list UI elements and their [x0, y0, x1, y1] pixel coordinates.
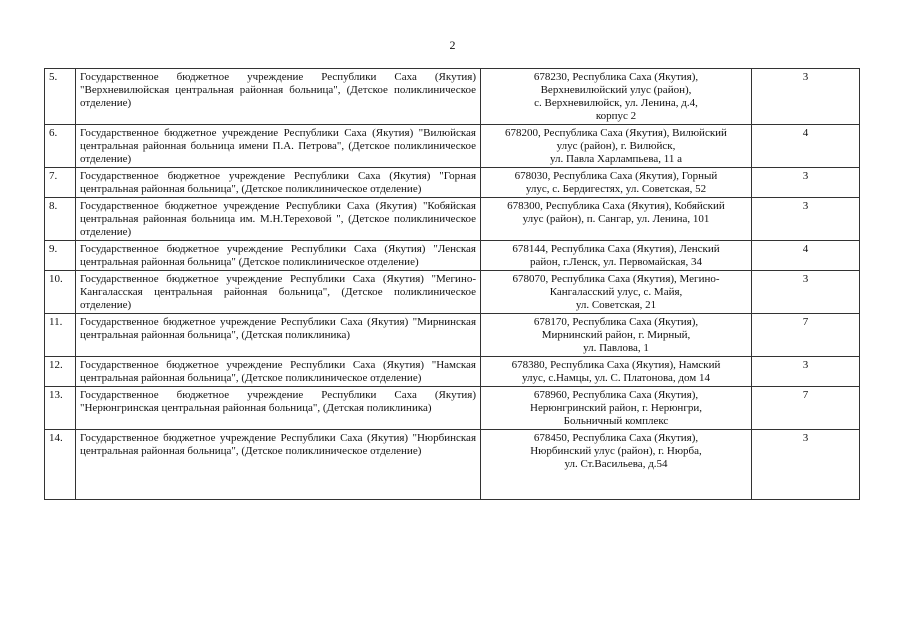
address-line: Кангаласский улус, с. Майя, [549, 286, 683, 298]
row-number: 11. [45, 314, 76, 357]
row-number: 7. [45, 168, 76, 198]
institution-name: Государственное бюджетное учреждение Республики Саха (Якутия) "Верхневилюйская центральная районная больница", (Детское поликлиническое отделение) [76, 69, 481, 125]
address-line: 678450, Республика Саха (Якутия), [533, 432, 699, 444]
table-row [45, 430, 860, 500]
count-value: 4 [752, 241, 860, 271]
count-value: 3 [752, 271, 860, 314]
institution-name: Государственное бюджетное учреждение Республики Саха (Якутия) "Ленская центральная районная больница" (Детское поликлиническое отделение) [76, 241, 481, 271]
row-number: 12. [45, 357, 76, 387]
row-number: 14. [45, 430, 76, 500]
row-number: 8. [45, 198, 76, 241]
count-value: 3 [752, 198, 860, 241]
institution-name: Государственное бюджетное учреждение Республики Саха (Якутия) "Вилюйская центральная районная больница имени П.А. Петрова", (Детское поликлиническое отделение) [76, 125, 481, 168]
count-value: 7 [752, 314, 860, 357]
address-line: Больничный комплекс [563, 415, 669, 427]
address-line: 678200, Республика Саха (Якутия), Вилюйский [505, 127, 727, 139]
address-line: улус (район), п. Сангар, ул. Ленина, 101 [522, 213, 710, 225]
institution-address [481, 198, 752, 241]
table-row [45, 314, 860, 357]
institution-name: Государственное бюджетное учреждение Республики Саха (Якутия) "Нерюнгринская центральная районная больница", (Детская поликлиника) [76, 387, 481, 430]
institution-name: Государственное бюджетное учреждение Республики Саха (Якутия) "Намская центральная районная больница", (Детское поликлиническое отделение) [76, 357, 481, 387]
address-line: улус (район), г. Вилюйск, [556, 140, 676, 152]
address-line: корпус 2 [595, 110, 637, 122]
count-value: 3 [752, 168, 860, 198]
institution-address [481, 69, 752, 125]
address-line: 678380, Республика Саха (Якутия), Намский [511, 359, 721, 371]
institution-name: Государственное бюджетное учреждение Республики Саха (Якутия) "Мегино-Кангаласская центральная районная больница", (Детское поликлиническое отделение) [76, 271, 481, 314]
row-number: 13. [45, 387, 76, 430]
institution-name: Государственное бюджетное учреждение Республики Саха (Якутия) "Горная центральная районная больница", (Детское поликлиническое отделение) [76, 168, 481, 198]
address-line: улус, с.Намцы, ул. С. Платонова, дом 14 [521, 372, 711, 384]
table-row [45, 241, 860, 271]
institutions-table [44, 68, 860, 500]
institution-address [481, 271, 752, 314]
row-number: 6. [45, 125, 76, 168]
institution-address [481, 241, 752, 271]
table-row [45, 387, 860, 430]
institution-name: Государственное бюджетное учреждение Республики Саха (Якутия) "Нюрбинская центральная районная больница", (Детское поликлиническое отделение) [76, 430, 481, 500]
address-line: ул. Павлова, 1 [583, 342, 649, 354]
address-line: район, г.Ленск, ул. Первомайская, 34 [530, 256, 702, 268]
row-number: 5. [45, 69, 76, 125]
row-number: 9. [45, 241, 76, 271]
address-line: 678144, Республика Саха (Якутия), Ленский [512, 243, 720, 255]
institution-name: Государственное бюджетное учреждение Республики Саха (Якутия) "Кобяйская центральная районная больница им. М.Н.Тереховой ", (Детское поликлиническое отделение) [76, 198, 481, 241]
address-line: с. Верхневилюйск, ул. Ленина, д.4, [534, 97, 698, 109]
count-value: 3 [752, 357, 860, 387]
address-line: Верхневилюйский улус (район), [540, 84, 692, 96]
address-line: улус, с. Бердигестях, ул. Советская, 52 [525, 183, 707, 195]
institution-name: Государственное бюджетное учреждение Республики Саха (Якутия) "Мирнинская центральная районная больница", (Детская поликлиника) [76, 314, 481, 357]
address-line: 678170, Республика Саха (Якутия), [533, 316, 699, 328]
count-value: 3 [752, 69, 860, 125]
institution-address [481, 357, 752, 387]
count-value: 3 [752, 430, 860, 500]
table-body [45, 69, 860, 500]
address-line: ул. Ст.Васильева, д.54 [564, 458, 668, 470]
institution-address [481, 314, 752, 357]
address-line: ул. Павла Харлампьева, 11 а [550, 153, 682, 165]
table-row [45, 357, 860, 387]
table-row [45, 125, 860, 168]
page-number: 2 [449, 38, 456, 52]
address-line: 678230, Республика Саха (Якутия), [533, 71, 699, 83]
address-line: 678070, Республика Саха (Якутия), Мегино- [512, 273, 720, 285]
institution-address [481, 387, 752, 430]
count-value: 7 [752, 387, 860, 430]
institution-address [481, 430, 752, 500]
count-value: 4 [752, 125, 860, 168]
institution-address [481, 168, 752, 198]
address-line: 678300, Республика Саха (Якутия), Кобяйский [507, 200, 725, 212]
table-row [45, 198, 860, 241]
row-number: 10. [45, 271, 76, 314]
address-line: Мирнинский район, г. Мирный, [541, 329, 691, 341]
address-line: 678030, Республика Саха (Якутия), Горный [514, 170, 718, 182]
table-row [45, 168, 860, 198]
table-row [45, 271, 860, 314]
table-row [45, 69, 860, 125]
address-line: Нюрбинский улус (район), г. Нюрба, [530, 445, 702, 457]
address-line: 678960, Республика Саха (Якутия), [533, 389, 699, 401]
institution-address [481, 125, 752, 168]
address-line: ул. Советская, 21 [575, 299, 657, 311]
address-line: Нерюнгринский район, г. Нерюнгри, [530, 402, 702, 414]
